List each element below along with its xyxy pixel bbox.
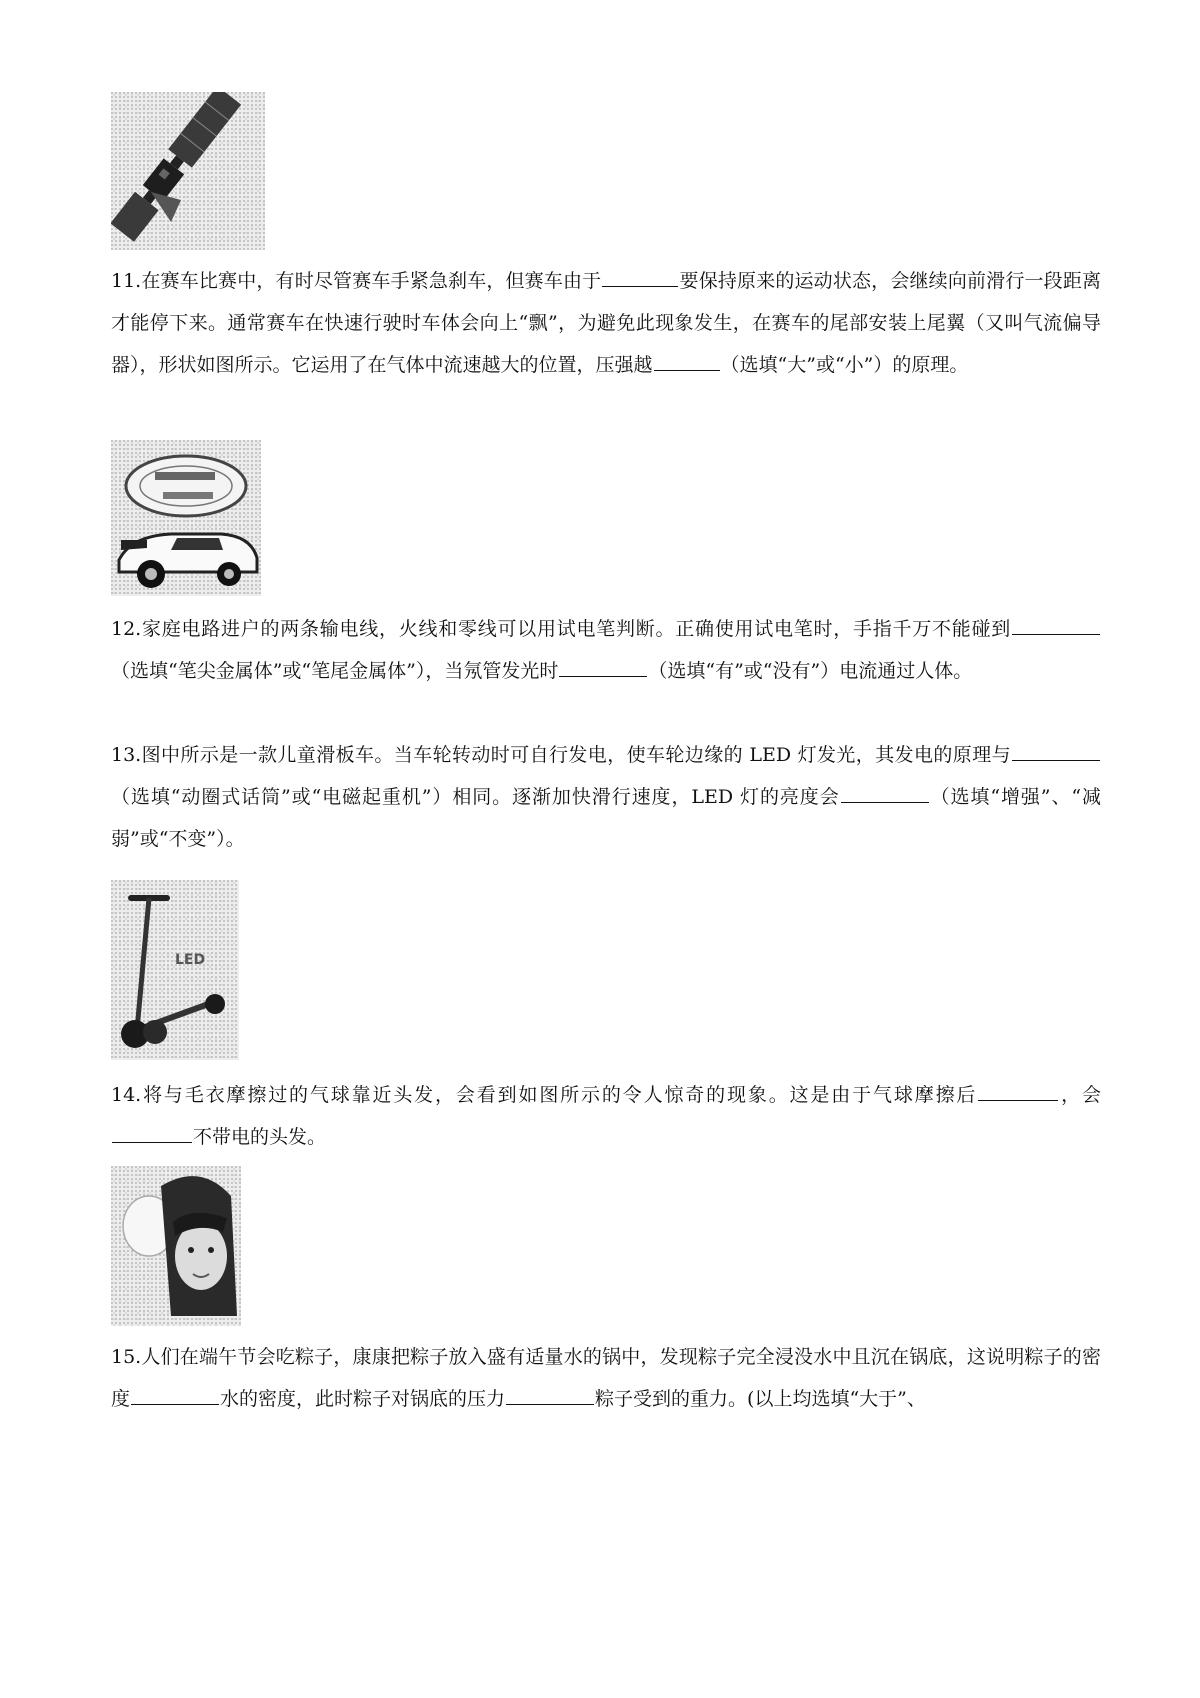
q12-text-1: 12.家庭电路进户的两条输电线，火线和零线可以用试电笔判断。正确使用试电笔时，手指千万不能碰到: [111, 618, 1011, 640]
q11-answer-blank-2[interactable]: [654, 350, 720, 371]
question-12: [111, 608, 1101, 692]
q13-text-2: （选填“动圈式话筒”或“电磁起重机”）相同。逐渐加快滑行速度，LED 灯的亮度会: [111, 786, 840, 808]
q12-answer-blank-2[interactable]: [559, 656, 647, 677]
q15-text-2: 水的密度，此时粽子对锅底的压力: [220, 1388, 506, 1410]
q11-text-1: 11.在赛车比赛中，有时尽管赛车手紧急刹车，但赛车由于: [111, 270, 602, 292]
q14-text-2: ，会: [1059, 1084, 1101, 1106]
question-11: [111, 260, 1101, 386]
q14-answer-blank-2[interactable]: [112, 1122, 192, 1143]
q12-text-2: （选填“笔尖金属体”或“笔尾金属体”），当氖管发光时: [111, 660, 559, 682]
led-label: LED: [175, 952, 206, 968]
q13-text-3: （选填“增强”、“减弱”或“不变”）。: [111, 786, 1101, 850]
q15-text-3: 粽子受到的重力。(以上均选填“大于”、: [595, 1388, 926, 1410]
q15-answer-blank-2[interactable]: [506, 1384, 594, 1405]
q14-answer-blank-1[interactable]: [978, 1080, 1058, 1101]
question-14: [111, 1074, 1101, 1158]
question-13: [111, 734, 1101, 860]
q11-text-3: （选填“大”或“小”）的原理。: [720, 354, 969, 376]
q15-answer-blank-1[interactable]: [131, 1384, 219, 1405]
question-15: [111, 1336, 1101, 1420]
q12-text-3: （选填“有”或“没有”）电流通过人体。: [648, 660, 973, 682]
q14-text-3: 不带电的头发。: [193, 1126, 327, 1148]
satellite-image: [111, 92, 265, 250]
q11-answer-blank-1[interactable]: [602, 266, 678, 287]
q12-answer-blank-1[interactable]: [1012, 614, 1100, 635]
balloon-hair-image: [111, 1166, 241, 1326]
q13-text-1: 13.图中所示是一款儿童滑板车。当车轮转动时可自行发电，使车轮边缘的 LED 灯发光，其发电的原理与: [111, 744, 1011, 766]
q11-text-2: 要保持原来的运动状态，会继续向前滑行一段距离才能停下来。通常赛车在快速行驶时车体会向上“飘”，为避免此现象发生，在赛车的尾部安装上尾翼（又叫气流偏导器），形状如图所示。它运用了在气体中流速越大的位置，压强越: [111, 270, 1101, 376]
q15-text-1: 15.人们在端午节会吃粽子，康康把粽子放入盛有适量水的锅中，发现粽子完全浸没水中且沉在锅底，这说明粽子的密度: [111, 1346, 1101, 1410]
q13-answer-blank-2[interactable]: [841, 782, 929, 803]
q13-answer-blank-1[interactable]: [1012, 740, 1100, 761]
q14-text-1: 14.将与毛衣摩擦过的气球靠近头发，会看到如图所示的令人惊奇的现象。这是由于气球摩擦后: [111, 1084, 978, 1106]
race-car-wing-image: [111, 440, 261, 596]
scooter-image: [111, 880, 239, 1060]
